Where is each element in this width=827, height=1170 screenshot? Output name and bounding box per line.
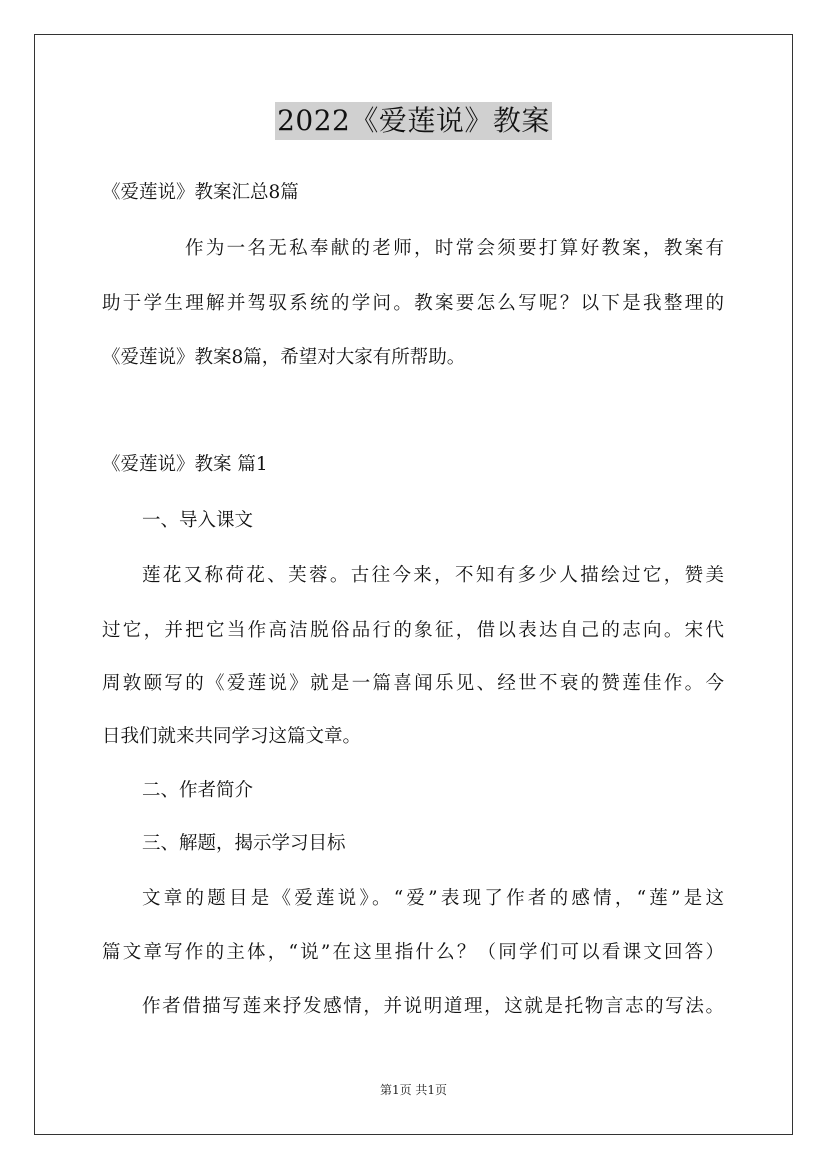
page-footer: 第1页 共1页 bbox=[379, 1083, 448, 1097]
intro-line-2: 助于学生理解并驾驭系统的学问。教案要怎么写呢？以下是我整理的 bbox=[102, 293, 724, 314]
part3-line-2: 篇文章写作的主体，“说”在这里指什么？（同学们可以看课文回答） bbox=[102, 942, 724, 963]
document-title: 2022《爱莲说》教案 bbox=[275, 102, 552, 140]
section-heading: 《爱莲说》教案 篇1 bbox=[102, 454, 268, 475]
part3-line-3: 作者借描写莲来抒发感情，并说明道理，这就是托物言志的写法。 bbox=[142, 996, 724, 1017]
part1-line-1: 莲花又称荷花、芙蓉。古往今来，不知有多少人描绘过它，赞美 bbox=[142, 565, 724, 586]
part1-line-3: 周敦颐写的《爱莲说》就是一篇喜闻乐见、经世不衰的赞莲佳作。今 bbox=[102, 673, 724, 694]
part3-heading: 三、解题，揭示学习目标 bbox=[142, 833, 346, 854]
part1-heading: 一、导入课文 bbox=[142, 510, 254, 531]
part3-line-1: 文章的题目是《爱莲说》。“爱”表现了作者的感情，“莲”是这 bbox=[142, 888, 724, 909]
document-subtitle: 《爱莲说》教案汇总8篇 bbox=[102, 182, 299, 203]
title-container bbox=[0, 102, 827, 140]
intro-line-3: 《爱莲说》教案8篇，希望对大家有所帮助。 bbox=[102, 347, 466, 368]
part1-line-4: 日我们就来共同学习这篇文章。 bbox=[102, 726, 362, 747]
part1-line-2: 过它，并把它当作高洁脱俗品行的象征，借以表达自己的志向。宋代 bbox=[102, 620, 724, 641]
intro-line-1: 作为一名无私奉献的老师，时常会须要打算好教案，教案有 bbox=[185, 238, 724, 259]
part2-heading: 二、作者简介 bbox=[142, 780, 254, 801]
